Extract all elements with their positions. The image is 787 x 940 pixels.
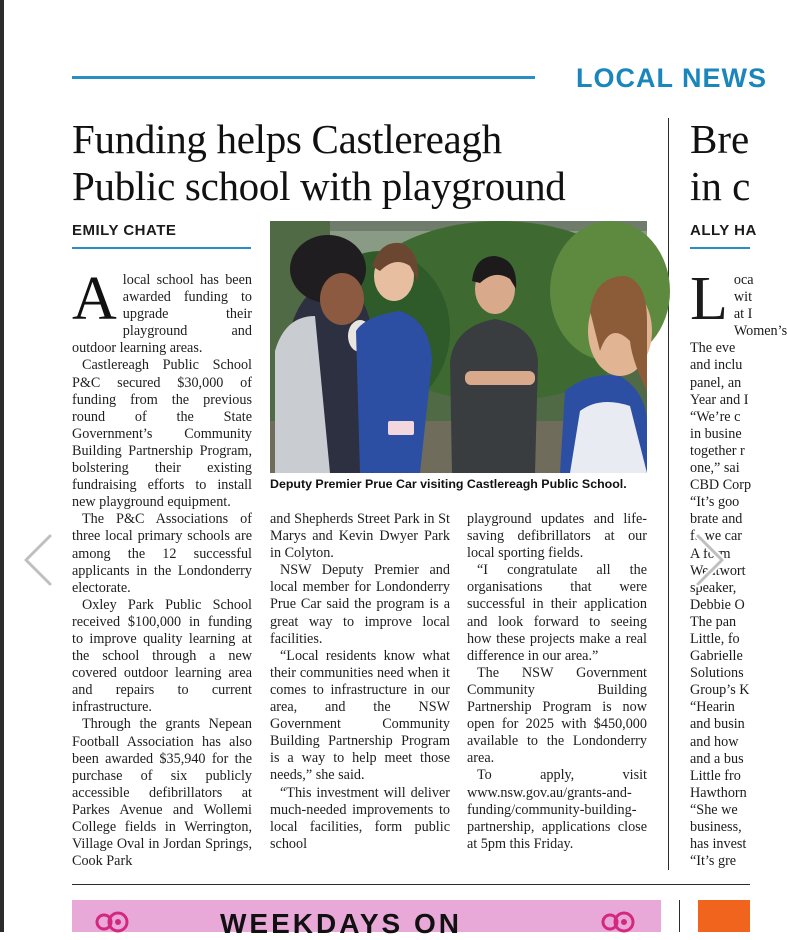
paragraph: “Local residents know what their communities need when it comes to infrastructure in our area, and the NSW Government Community Building Partnership Program is a way to help meet those needs,” she said. <box>270 647 450 784</box>
article-photo <box>270 221 647 473</box>
paragraph: Castlereagh Public School P&C secured $30,000 of funding from the previous round of the State Government’s Community Building Partnership Program, bolstering their existing fundraising efforts to install new playground equipment. <box>72 357 252 511</box>
adjacent-byline: ALLY HA <box>690 222 757 239</box>
adjacent-text-line: at I <box>733 306 753 323</box>
adjacent-text-line: Solutions <box>690 665 744 682</box>
paragraph: To apply, visit www.nsw.gov.au/grants-and-funding/community-building-partnership, applications close at 5pm this Friday. <box>467 767 647 852</box>
adjacent-text-line: Year and I <box>690 391 749 408</box>
adjacent-text-line: and inclu <box>690 357 743 374</box>
flower-icon <box>598 908 638 938</box>
adjacent-text-line: The pan <box>690 613 737 630</box>
adjacent-text-line: Gabrielle <box>690 648 743 665</box>
adjacent-text-line: and busin <box>690 716 745 733</box>
chevron-right-icon[interactable] <box>690 530 730 590</box>
adjacent-text-line: brate and <box>690 511 743 528</box>
adjacent-text-line: and a bus <box>690 750 744 767</box>
byline-rule <box>72 247 251 249</box>
adjacent-text-line: The eve <box>690 340 736 357</box>
bottom-rule <box>72 884 750 885</box>
photo-caption: Deputy Premier Prue Car visiting Castlereagh Public School. <box>270 477 627 491</box>
adjacent-text-line: Hawthorn <box>690 784 747 801</box>
adjacent-text-line: Group’s K <box>690 682 750 699</box>
article-column-2 <box>270 511 450 853</box>
adjacent-text-line: CBD Corp <box>690 477 752 494</box>
adjacent-text-line: “It’s gre <box>690 853 737 870</box>
paragraph: “I congratulate all the organisations that were successful in their application and look forward to seeing how these projects make a real difference in our area.” <box>467 562 647 664</box>
adjacent-text-line: “She we <box>690 801 738 818</box>
paragraph-text: local school has been awarded funding to upgrade their playground and outdoor learning areas. <box>72 272 252 357</box>
photo-illustration <box>270 221 647 473</box>
adjacent-text-line: panel, an <box>690 374 742 391</box>
paragraph: playground updates and life-saving defibrillators at our local sporting fields. <box>467 511 647 562</box>
adjacent-headline-line-1: Bre <box>690 116 750 162</box>
article-column-1 <box>72 265 252 870</box>
adjacent-text-line: in busine <box>690 425 742 442</box>
advertisement-banner[interactable] <box>72 900 661 939</box>
paragraph: and Shepherds Street Park in St Marys and Kevin Dwyer Park in Colyton. <box>270 511 450 562</box>
drop-cap: A <box>72 265 117 333</box>
paragraph: Oxley Park Public School received $100,000 in funding to improve quality learning at the school through a new covered outdoor learning area and repairs to current infrastructure. <box>72 596 252 716</box>
adjacent-text-line: “Hearin <box>690 699 735 716</box>
adjacent-text-line: speaker, <box>690 579 737 596</box>
section-label: LOCAL NEWS <box>576 63 767 93</box>
adjacent-byline-rule <box>690 247 750 249</box>
paragraph: The P&C Associations of three local primary schools are among the 12 successful applicants in the Londonderry electorate. <box>72 511 252 596</box>
paragraph: “This investment will deliver much-needed improvements to local facilities, form public school <box>270 784 450 852</box>
adjacent-text-line: one,” sai <box>690 460 740 477</box>
adjacent-text-line: Little fro <box>690 767 741 784</box>
paragraph: NSW Deputy Premier and local member for Londonderry Prue Car said the program is a great way to improve local facilities. <box>270 562 450 647</box>
column-divider <box>668 118 669 870</box>
adjacent-text-line: fa we car <box>690 528 742 545</box>
chevron-left-icon[interactable] <box>18 530 58 590</box>
paragraph: Through the grants Nepean Football Association has also been awarded $35,940 for the purchase of six publicly accessible defibrillators at Parkes Avenue and Wollemi College fields in Werrington, Village Oval in Jordan Springs, Cook Park <box>72 716 252 870</box>
adjacent-text-line: Women’s <box>733 323 787 340</box>
section-rule <box>72 76 535 79</box>
page-edge <box>0 0 4 932</box>
paragraph <box>72 265 252 357</box>
adjacent-text-line: “It’s goo <box>690 494 740 511</box>
article-column-3 <box>467 511 647 853</box>
ad-divider <box>679 900 680 932</box>
adjacent-text-line: Wentwort <box>690 562 746 579</box>
adjacent-text-line: wit <box>733 289 753 306</box>
adjacent-text-line: has invest <box>690 836 747 853</box>
adjacent-drop-cap: L <box>690 265 728 333</box>
headline-line-1: Funding helps Castlereagh <box>72 116 502 162</box>
adjacent-text-line: together r <box>690 442 745 459</box>
adjacent-headline <box>690 116 750 210</box>
paragraph: The NSW Government Community Building Partnership Program is now open for 2025 with $450,000 available to the Londonderry area. <box>467 664 647 767</box>
article-byline: EMILY CHATE <box>72 222 177 239</box>
headline-line-2: Public school with playground <box>72 163 566 209</box>
adjacent-text-line: and how <box>690 733 739 750</box>
adjacent-text-line: “We’re c <box>690 408 741 425</box>
adjacent-advertisement[interactable] <box>698 900 750 932</box>
adjacent-text-line: business, <box>690 819 742 835</box>
flower-icon <box>92 908 132 938</box>
article-headline <box>72 116 662 210</box>
adjacent-headline-line-2: in c <box>690 163 751 209</box>
adjacent-text-line: Debbie O <box>690 596 745 613</box>
adjacent-text-line: A form <box>690 545 731 562</box>
adjacent-text-line: oca <box>733 272 754 288</box>
adjacent-text-line: Little, fo <box>690 630 740 647</box>
advertisement-text: WEEKDAYS ON <box>220 908 463 939</box>
